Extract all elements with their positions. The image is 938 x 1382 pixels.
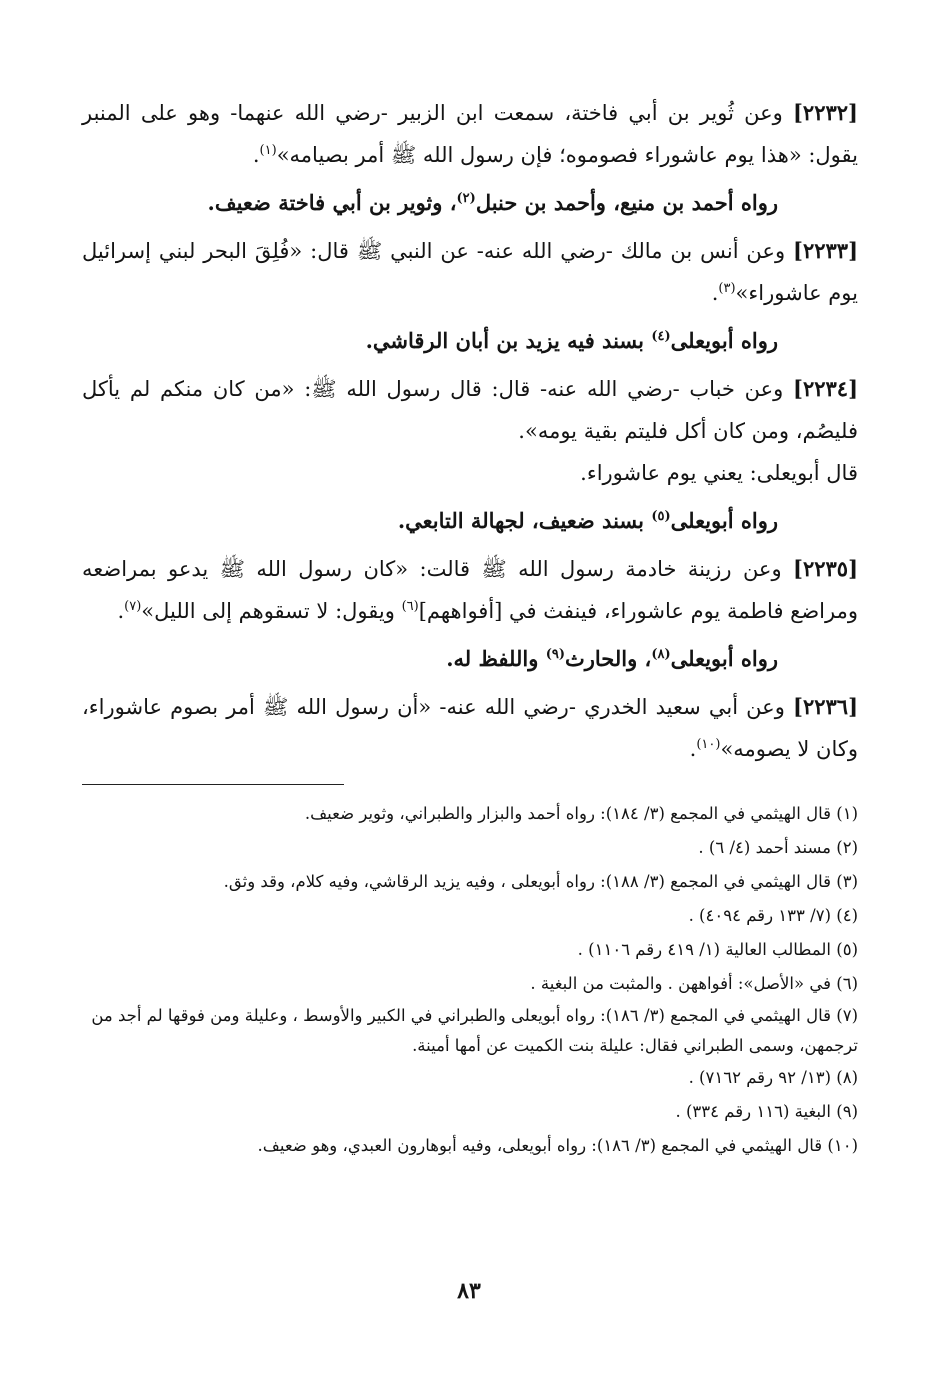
hadith-text: وعن أبي سعيد الخدري -رضي الله عنه- «أن رسول الله ﷺ أمر بصوم عاشوراء، وكان لا يصومه» (82, 695, 858, 761)
hadith-text: وعن أنس بن مالك -رضي الله عنه- عن النبي ﷺ قال: «فُلِقَ البحر لبني إسرائيل يوم عاشوراء» (82, 239, 858, 305)
narration-2232: رواه أحمد بن منيع، وأحمد بن حنبل$^{(٢)}$، وثوير بن أبي فاختة ضعيف. (207, 190, 778, 215)
footnote-2: (٢) مسند أحمد (٤/ ٦) . (698, 838, 858, 857)
footnote-ref[interactable]: (٥) (651, 509, 671, 524)
footnote-9: (٩) البغية (١١٦ رقم ٣٣٤) . (675, 1102, 858, 1121)
footnote-ref[interactable]: (٦) (401, 599, 419, 614)
footnote-10: (١٠) قال الهيثمي في المجمع (٣/ ١٨٦): رواه أبويعلى، وفيه أبوهارون العبدي، وهو ضعيف. (257, 1136, 858, 1155)
hadith-2236: [٢٢٣٦] وعن أبي سعيد الخدري -رضي الله عنه- «أن رسول الله ﷺ أمر بصوم عاشوراء، وكان لا يصومه»$^{(١٠)}$. (82, 694, 858, 761)
hadith-text-cont: ويقول: لا تسقوهم إلى الليل» (141, 599, 402, 623)
hadith-2232: [٢٢٣٢] وعن ثُوير بن أبي فاختة، سمعت ابن الزبير -رضي الله عنهما- وهو على المنبر يقول: «هذا يوم عاشوراء فصوموه؛ فإن رسول الله ﷺ أمر بصيامه»$^{(١)}$. (82, 100, 858, 167)
hadith-number: [٢٢٣٣] (793, 238, 858, 263)
footnote-ref[interactable]: (٧) (124, 599, 142, 614)
footnote-3: (٣) قال الهيثمي في المجمع (٣/ ١٨٨): رواه أبويعلى ، وفيه يزيد الرقاشي، وفيه كلام، وقد وثق. (223, 872, 858, 891)
footnote-4: (٤) (٧/ ١٣٣ رقم ٤٠٩٤) . (688, 906, 858, 925)
page-number: ٨٣ (457, 1278, 481, 1304)
footnote-8: (٨) (١٣/ ٩٢ رقم ٧١٦٢) . (688, 1068, 858, 1087)
hadith-2234 (82, 368, 858, 452)
footnote-ref[interactable]: (١٠) (696, 737, 721, 752)
footnote-ref[interactable]: (٤) (651, 329, 671, 344)
hadith-number: [٢٢٣٢] (792, 100, 858, 125)
narration-2234: رواه أبويعلى$^{(٥)}$ بسند ضعيف، لجهالة التابعي. (397, 508, 778, 533)
footnotes (82, 797, 858, 1163)
hadith-text: وعن رزينة خادمة رسول الله ﷺ قالت: «كان رسول الله ﷺ يدعو بمراضعه ومراضع فاطمة يوم عاشوراء، فينفث في [أفواههم] (82, 557, 858, 623)
footnote-ref[interactable]: (٣) (718, 281, 736, 296)
narration-2235: رواه أبويعلى$^{(٨)}$، والحارث$^{(٩)}$ واللفظ له. (446, 646, 778, 671)
hadith-number: [٢٢٣٤] (793, 376, 858, 401)
hadith-number: [٢٢٣٦] (793, 694, 858, 719)
hadith-text: وعن خباب -رضي الله عنه- قال: قال رسول الله ﷺ: «من كان منكم لم يأكل فليصُم، ومن كان أكل فليتم بقية يومه». (82, 377, 858, 443)
comment-abu-yala: قال أبويعلى: يعني يوم عاشوراء. (580, 461, 858, 485)
footnote-ref[interactable]: (٢) (456, 191, 476, 206)
hadith-2235: [٢٢٣٥] وعن رزينة خادمة رسول الله ﷺ قالت: «كان رسول الله ﷺ يدعو بمراضعه ومراضع فاطمة يوم عاشوراء، فينفث في [أفواههم]$^{(٦)}$ ويقول: لا تسقوهم إلى الليل»$^{(٧)}$. (82, 556, 858, 623)
footnote-ref[interactable]: (٩) (545, 647, 565, 662)
narration-2233: رواه أبويعلى$^{(٤)}$ بسند فيه يزيد بن أبان الرقاشي. (365, 328, 778, 353)
footnote-ref[interactable]: (٨) (651, 647, 671, 662)
footnote-5: (٥) المطالب العالية (١/ ٤١٩ رقم ١١٠٦) . (577, 940, 858, 959)
footnote-1: (١) قال الهيثمي في المجمع (٣/ ١٨٤): رواه أحمد والبزار والطبراني، وثوير ضعيف. (304, 804, 858, 823)
footnote-6: (٦) في «الأصل»: أفواههن . والمثبت من البغية . (530, 974, 858, 993)
footnote-7: (٧) قال الهيثمي في المجمع (٣/ ١٨٦): رواه أبويعلى والطبراني في الكبير والأوسط ، وعليلة ومن فوقها لم أجد من ترجمهن، وسمى الطبراني فقال: عليلة بنت الكميت عن أمها أمينة. (91, 1006, 858, 1055)
footnote-ref[interactable]: (١) (259, 143, 277, 158)
hadith-text: وعن ثُوير بن أبي فاختة، سمعت ابن الزبير -رضي الله عنهما- وهو على المنبر يقول: «هذا يوم عاشوراء فصوموه؛ فإن رسول الله ﷺ أمر بصيامه» (82, 101, 858, 167)
hadith-number: [٢٢٣٥] (793, 556, 858, 581)
hadith-2233: [٢٢٣٣] وعن أنس بن مالك -رضي الله عنه- عن النبي ﷺ قال: «فُلِقَ البحر لبني إسرائيل يوم عاشوراء»$^{(٣)}$. (82, 238, 858, 305)
footnote-separator (82, 784, 344, 785)
